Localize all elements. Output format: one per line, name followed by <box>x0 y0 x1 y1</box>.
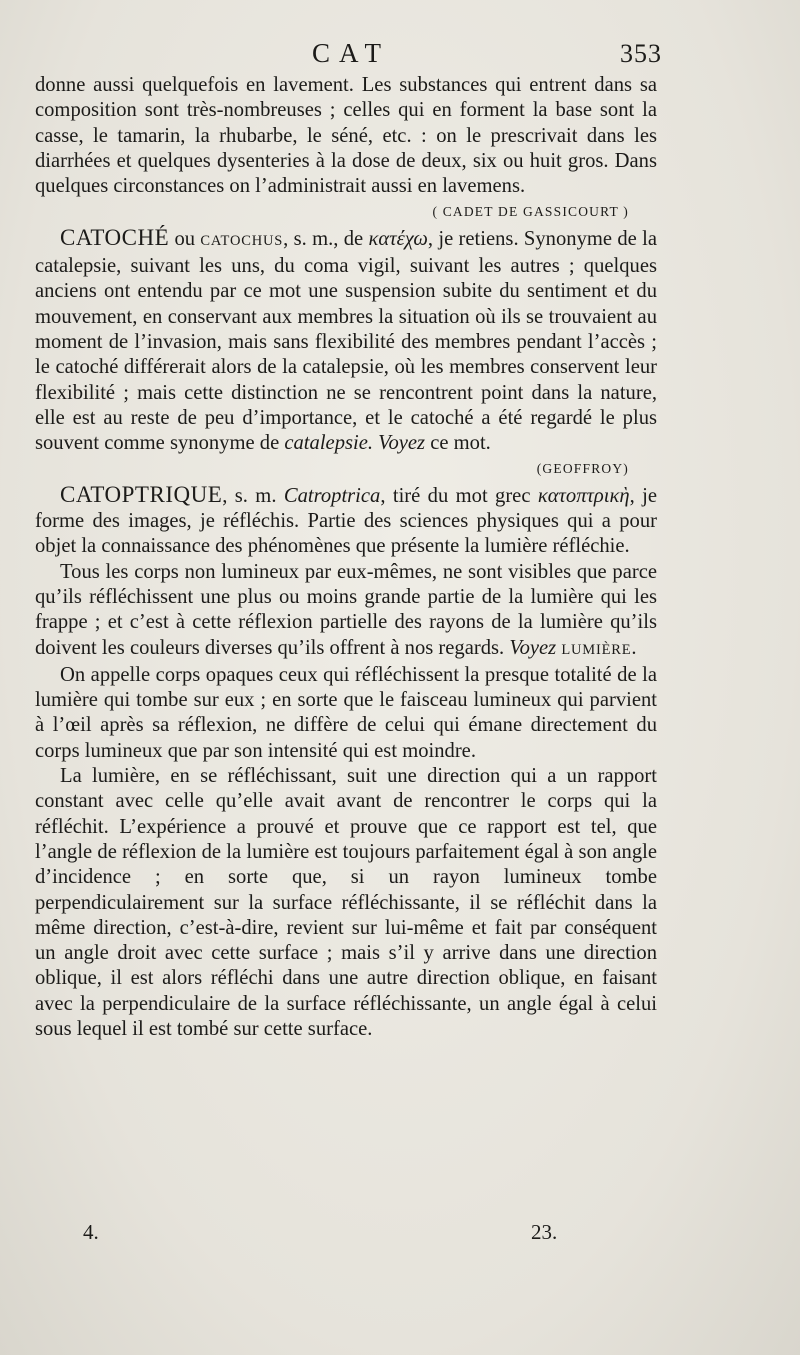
headword-catoptrique: CATOPTRIQUE <box>60 481 223 507</box>
entry-conjunction: ou <box>169 227 201 250</box>
voyez-label: . Voyez <box>367 432 426 455</box>
running-head: CAT <box>312 38 391 68</box>
paragraph-tous <box>35 560 657 663</box>
grammar-note: , s. m. <box>222 484 284 507</box>
entry-catoptrique <box>35 482 657 560</box>
entry-text: , je forme des images, je réfléchis. Partie des sciences physiques qui a pour objet la connaissance des phénomènes que présente la lumière réfléchie. <box>35 484 657 558</box>
voyez-label: Voyez <box>509 636 557 659</box>
signature-mark: 4. <box>83 1220 99 1244</box>
grammar-note: , s. m., de <box>283 227 369 250</box>
entry-text: , je retiens. Synonyme de la catalepsie, suivant les uns, du coma vigil, suivant les autres ; quelques anciens ont entendu par ce mot une suspension subite du sentiment et du mouvement, en conservant aux membres la situation où ils se trouvaient au moment de l’invasion, mais sans flexibilité des membres pendant l’accès ; le catoché différerait alors de la catalepsie, où les membres conservent leur flexibilité ; mais cette distinction ne se rencontrent point dans la nature, elle est au reste de peu d’importance, et le catoché a été regardé le plus souvent comme synonyme de <box>35 227 657 455</box>
entry-end: ce mot. <box>425 432 491 455</box>
author-signature-cadet: ( CADET DE GASSICOURT ) <box>432 204 629 220</box>
headword-catoche: CATOCHÉ <box>60 224 170 250</box>
paragraph-end: . <box>631 636 637 659</box>
variant-catochus: CATOCHUS <box>200 232 284 249</box>
page-body <box>35 73 657 1042</box>
paragraph-la-lumiere: La lumière, en se réfléchissant, suit une direction qui a un rapport constant avec celle qu’elle avait avant de rencontrer le corps qui la réfléchit. L’expérience a prouvé et prouve que ce rapport est tel, que l’angle de réflexion de la lumière est toujours parfaitement égal à son angle d’incidence ; en sorte que, si un rayon lumineux tombe perpendiculairement sur la surface réfléchissante, il se réfléchit dans la même direction, c’est-à-dire, revient sur lui-même et fait par conséquent un angle droit avec cette surface ; mais s’il y arrive dans une direction oblique, il est alors réfléchi dans une autre direction oblique, en faisant avec la perpendiculaire de la surface réfléchissante, un angle égal à celui sous lequel il est tombé sur cette surface. <box>35 765 657 1040</box>
paragraph-on-appelle: On appelle corps opaques ceux qui réfléchissent la presque totalité de la lumière qui tombe sur eux ; en sorte que le faisceau lumineux qui parvient à l’œil après sa réflexion, ne diffère de celui qui émane directement du corps lumineux que par son intensité qui est moindre. <box>35 663 657 762</box>
cross-ref-lumiere: LUMIÈRE <box>561 641 632 658</box>
greek-etymology: κατέχω <box>368 227 428 250</box>
page-number: 353 <box>620 39 662 68</box>
page-footer <box>0 1220 800 1250</box>
paragraph-continuation: donne aussi quelquefois en lavement. Les substances qui entrent dans sa composition sont très-nombreuses ; celles qui en forment la base sont la casse, le tamarin, la rhubarbe, le séné, etc. : on le prescrivait dans les diarrhées et quelques dysenteries à la dose de deux, six ou huit gros. Dans quelques circonstances on l’administrait aussi en lavemens. <box>35 74 657 198</box>
author-signature-geoffroy: (GEOFFROY) <box>536 461 629 477</box>
greek-etymology: κατοπτρικὴ <box>537 484 630 507</box>
entry-catoche <box>35 225 657 457</box>
paragraph-text: Tous les corps non lumineux par eux-mêmes, ne sont visibles que parce qu’ils réfléchissent une plus ou moins grande partie de la lumière qui les frappe ; et c’est à cette réflexion partielle des rayons de la lumière qu’ils doivent les couleurs diverses qu’ils offrent à nos regards. <box>35 560 657 659</box>
cross-ref-word: catalepsie <box>284 432 368 455</box>
page-header <box>0 38 800 72</box>
entry-text: , tiré du mot grec <box>380 484 538 507</box>
latin-term: Catroptrica <box>283 484 381 507</box>
folio-mark: 23. <box>531 1220 558 1244</box>
